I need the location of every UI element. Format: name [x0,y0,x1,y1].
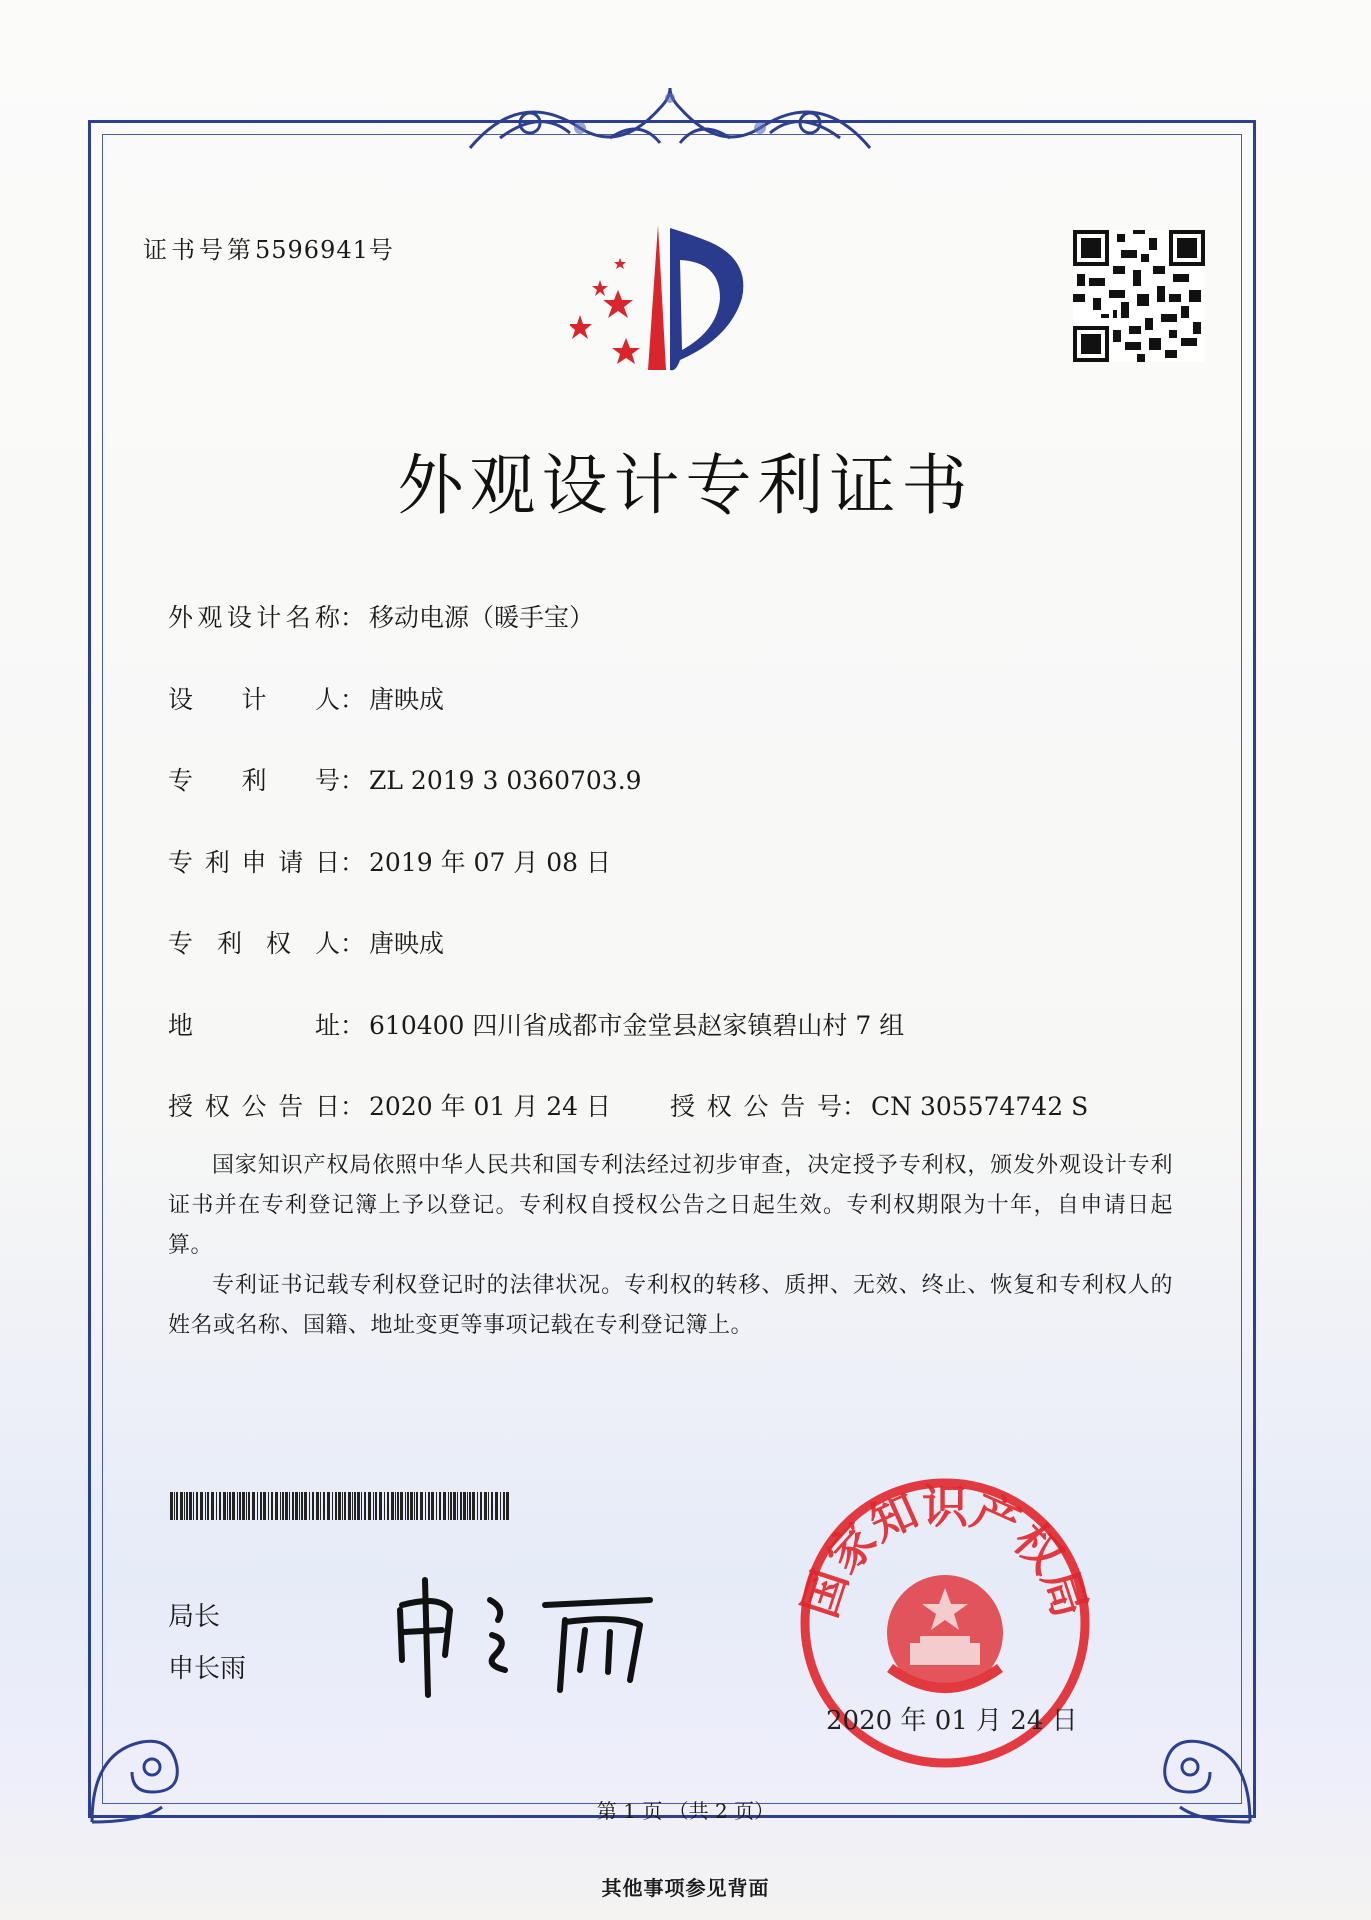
grant-date-value: 2020 年 01 月 24 日 [369,1092,611,1121]
design-name-value: 移动电源（暖手宝） [369,603,595,632]
field-address [168,1006,904,1042]
qr-code-icon [1073,230,1205,362]
colon: ： [340,848,366,877]
seal-date: 2020 年 01 月 24 日 [826,1706,1078,1736]
filing-date-label: 专利申请日 [168,848,340,877]
signatory-name: 申长雨 [168,1654,247,1684]
grant-number-value: CN 305574742 S [871,1092,1089,1121]
certificate-title: 外观设计专利证书 [397,447,974,524]
cert-number-prefix: 证书号第 [143,236,255,264]
body-paragraph-2: 专利证书记载专利权登记时的法律状况。专利权的转移、质押、无效、终止、恢复和专利权人的姓名或名称、国籍、地址变更等事项记载在专利登记簿上。 [168,1273,1173,1338]
certificate-number [143,230,397,265]
colon: ： [842,1092,868,1121]
page-number: 第 1 页 （共 2 页） [596,1799,775,1823]
patentee-value: 唐映成 [369,929,445,958]
patentee-label: 专利权人 [168,929,340,958]
address-label: 地址 [168,1011,340,1040]
colon: ： [340,929,366,958]
designer-value: 唐映成 [369,685,445,714]
footer-note: 其他事项参见背面 [601,1876,770,1900]
grant-number-label: 授权公告号 [670,1092,842,1121]
field-patentee [168,924,444,960]
handwritten-signature-icon [380,1560,680,1710]
patent-number-value: ZL 2019 3 0360703.9 [369,766,642,795]
filing-date-value: 2019 年 07 月 08 日 [369,848,611,877]
colon: ： [340,766,366,795]
field-filing-date [168,843,611,879]
colon: ： [340,603,366,632]
seal-text: 国家知识产权局 [792,1479,1098,1624]
design-name-label: 外观设计名称 [168,603,340,632]
patent-number-label: 专利号 [168,766,340,795]
field-patent-number [168,761,642,797]
colon: ： [340,1092,366,1121]
body-paragraph-1: 国家知识产权局依照中华人民共和国专利法经过初步审查，决定授予专利权，颁发外观设计专利证书并在专利登记簿上予以登记。专利权自授权公告之日起生效。专利权期限为十年，自申请日起算。 [168,1153,1173,1258]
colon: ： [340,1011,366,1040]
field-grant-date [168,1087,611,1123]
cnipa-logo-icon [570,220,780,380]
designer-label: 设计人 [168,685,340,714]
barcode-icon [170,1492,510,1520]
colon: ： [340,685,366,714]
top-ornament-icon [460,78,880,168]
field-design-name [168,598,594,634]
address-value: 610400 四川省成都市金堂县赵家镇碧山村 7 组 [369,1011,905,1040]
cert-number-value: 5596941 [255,236,369,264]
field-designer [168,680,444,716]
grant-date-label: 授权公告日 [168,1092,340,1121]
signatory-title: 局长 [168,1602,221,1632]
field-grant-number [670,1087,1088,1123]
cert-number-suffix: 号 [368,236,397,264]
